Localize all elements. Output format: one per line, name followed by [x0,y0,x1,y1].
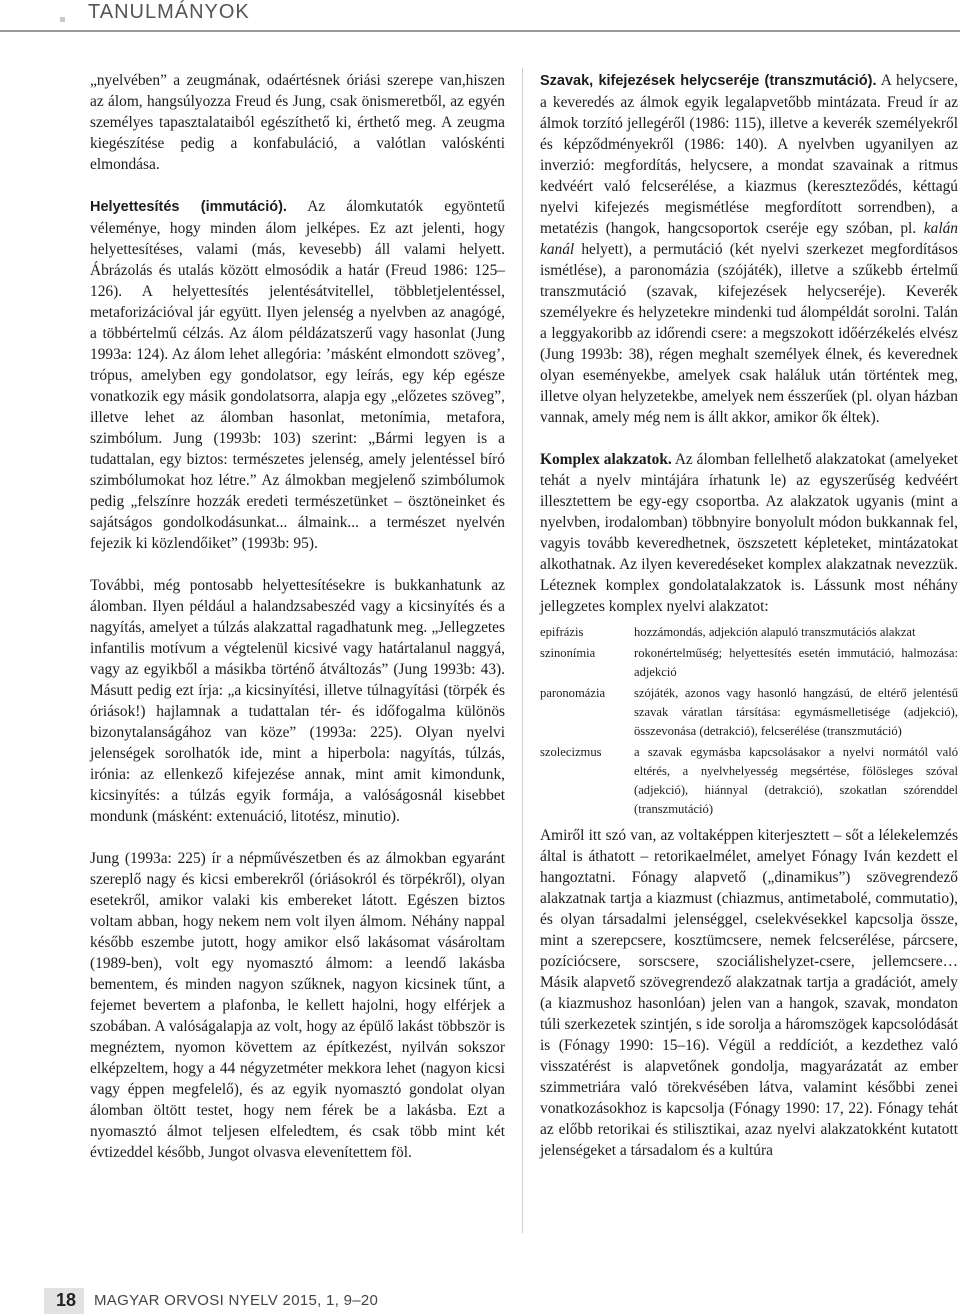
page-header [0,0,960,34]
term-list [540,623,958,819]
paragraph: Komplex alakzatok. Az álomban fellelhető alakzatokat (amelyeket tehát a nyelv mintájára írhatunk le) az egyszerűség kedvéért illesztettem be egy-egy csoportba. Az alakzatok ugyanis (mint a nyelvben, irodalomban) többnyire bonyolult módon bukkannak fel, vagyis tovább keveredhetnek, öszszetett képleteket, mintázatokat alkothatnak. Az ilyen keveredéseket komplex alakzatnak nevezzük. Léteznek komplex gondolatalakzatok is. Lássunk most néhány jellegzetes komplex nyelvi alakzatot: [540,451,958,615]
paragraph: „nyelvében” a zeugmának, odaértésnek óriási szerepe van,hiszen az álom, hangsúlyozza Freud és Jung, csak önismeretből, az egyén személyes tapasztalataiból egészíthető ki, érthető meg. A zeugma kiegészítése pedig a konfabuláció, a valótlan valóskénti elmondása. [90,72,505,173]
page-number: 18 [56,1290,77,1310]
column-divider [522,68,523,1233]
right-column [540,70,958,1161]
term-name: szolecizmus [540,745,602,759]
term-name: epifrázis [540,625,584,639]
term-row [540,623,958,642]
paragraph: Amiről itt szó van, az voltaképpen kiterjesztett – sőt a lélekelemzés által is áthatott – retorikaelmélet, amelyet Fónagy Iván kezdett el hangoztatni. Fónagy alapvető („dinamikus”) szövegrendező alakzatnak tartja a kiazmust (chiazmus, antimetabolé, commutatio), és olyan társadalmi jelenséggel, cselekvésekkel kapcsolja össze, mint a szerepcsere, kosztümcsere, nemek felcserélése, párcsere, pozíciócsere, sorscsere, szociálishelyzet-csere, jellemcsere… Másik alapvető szövegrendező alakzatnak tartja a gradációt, amely (a kiazmushoz hasonlóan) jelen van a hangok, szavak, mondaton túli szerkezetek szintjén, s ide sorolja a háromszögek kapcsolódását is (Fónagy 1990: 15–16). Végül a reddíciót, a kezdethez való visszatérést is alapvetőnek gondolja, magyarázatát az ember szimmetriára való törekvésében látva, valamint későbbi zenei vonatkozásokhoz is kapcsolja (Fónagy 1990: 17, 22). Fónagy tehát az előbb retorikai és stilisztikai, azaz nyelvi alakzatokként kutatott jelenségeket a társadalom és a kultúra [540,827,958,1159]
term-row [540,644,958,682]
paragraph: További, még pontosabb helyettesítésekre is bukkanhatunk az álomban. Ilyen például a halandzsabeszéd vagy a kicsinyítés és a nagyítás, amelyet a túlzás alakzattal ragadhatunk meg. „Jellegzetes infantilis motívum a végtelenül kicsivé vagy határtalanul naggyá, vagy az egyikből a másikba történő átváltozás” (Jung 1993b: 43). Másutt pedig ezt írja: „a kicsinyítési, illetve túlnagyítási (törpék és óriások!) hajlamnak a tudattalan tér- és időfogalma különös bizonytalanságához van köze” (1993a: 225). Olyan nyelvi jelenségek sorolhatók ide, mint a hiperbola: nagyítás, túlzás, irónia: az ellenkező kifejezése annak, mint amit kimondunk, kicsinyítés: a túlzás egyik formája, a valóságosnál kisebbet mondunk (másként: extenuáció, litotész, minutio). [90,577,505,825]
subheading: Szavak, kifejezések helycseréje (transzmutáció). [540,73,877,89]
term-row [540,743,958,819]
section-title: TANULMÁNYOK [88,1,250,23]
subheading: Helyettesítés (immutáció). [90,199,287,215]
journal-citation: MAGYAR ORVOSI NYELV 2015, 1, 9–20 [94,1292,379,1309]
term-row [540,684,958,741]
paragraph: Helyettesítés (immutáció). Az álomkutatók egyöntetű véleménye, hogy minden álom jelképes. Ez azt jelenti, hogy helyettesítéses, valami (más, kevesebb) áll valami helyett. Ábrázolás és utalás között elmosódik a határ (Freud 1986: 125–126). A helyettesítés jelentésátvitellel, többletjelentéssel, metaforizációval jár együtt. Ilyen jelenség a nyelvben az anagógé, a többértelmű célzás. Az álom példázatszerű vagy hasonlat (Jung 1993a: 124). Az álom lehet allegória: ʼmásként elmondott szövegʼ, trópus, amelyben egy gondolatsor, egy leírás, egy kép egésze vonatkozik egy másik gondolatsorra, alapja egy „előzetes szöveg”, illetve lehet az álomban hasonlat, metonímia, metafora, szimbólum. Jung (1993b: 103) szerint: „Bármi legyen is a tudattalan, egy biztos: természetes jelenség, amely jelentéssel bíró szimbólumokat hoz létre.” Az álmokban megjelenő szimbólumok pedig „felszínre hozzák eredeti természetünket – ösztöneinket és sajátságos gondolkodásunkat... álmaink... a természet nyelvén fejezik ki közlendőiket” (1993b: 95). [90,198,505,552]
left-column [90,70,505,1163]
term-name: szinonímia [540,646,596,660]
header-rule [0,30,960,32]
header-marker [60,17,65,22]
term-name: paronomázia [540,686,606,700]
term-definition: hozzámondás, adjekción alapuló transzmutációs alakzat [634,625,916,639]
paragraph: Szavak, kifejezések helycseréje (transzmutáció). A helycsere, a keveredés az álmok egyik legalapvetőbb mintázata. Freud ír az álmok torzító jellegéről (1986: 115), illetve a keverék személyekről és képződményekről (1986: 140). A nyelvben ugyanilyen az inverzió: megfordítás, helycsere, a mondat szavainak a ritmus kedvéért való felcserélése, a kiazmus (kereszteződés, kéttagú nyelvi kifejezés megismétlése megfordított sorrendben), a metatézis (hangok, hangcsoportok cseréje egy szóban, pl. kalán kanál helyett), a permutáció (két nyelvi szerkezet megfordításos ismétlése), a paronomázia (szójáték), illetve a szűkebb értelmű transzmutáció (szavak, kifejezések helycseréje). Keverék személyekre és helyzetekre mindenki tud álompéldát sorolni. Talán a leggyakoribb az időrendi csere: a megszokott időérzékelés elvész (Jung 1993b: 38), régen meghalt személyek élnek, és keverednek olyan eseményekbe, amelyek csak haláluk után történtek meg, illetve olyan helyzetekbe, amelyek nem ésszerűek (pl. olyan házban vannak, amely még nem is állt akkor, amikor ők éltek). [540,72,958,426]
page-footer [0,1280,960,1314]
term-definition: a szavak egymásba kapcsolásakor a nyelvi normától való eltérés, a nyelvhelyesség megsértése, fölösleges szóval (adjekció), hiánnyal (detrakció), szokatlan szórenddel (transzmutáció) [634,745,958,816]
subheading: Komplex alakzatok. [540,451,672,468]
term-definition: rokonértelműség; helyettesítés esetén immutáció, halmozása: adjekció [634,646,958,679]
paragraph: Jung (1993a: 225) ír a népművészetben és az álmokban egyaránt szereplő nagy és kicsi emberekről (óriásokról és törpékről), olyan esetekről, amikor valaki kis embereket látott. Egészen biztos voltam abban, hogy nekem nem volt ilyen álmom. Néhány nappal később eszembe jutott, hogy amikor első lakásomat vásároltam (1989-ben), volt egy nyomasztó álmom: a leendő lakásba bementem, és minden nagyon szűknek, nagyon kicsinek tűnt, a fejemet bevertem a plafonba, le kellett hajolni, hogy elférjek a szobában. A valóságalapja az volt, hogy az épülő lakást többször is megnéztem, nyomon követtem az építkezést, nyilván sokszor elképzeltem, hogy a 44 négyzetméter mekkora lehet (nagyon kicsi vagy éppen megfelelő), és az egyik nyomasztó gondolat olyan álomban öltött testet, hogy nem férek be a lakásba. Ezt a nyomasztó álmot teljesen elfeledtem, és csak több mint két évtizeddel később, Jungot olvasva elevenítettem föl. [90,850,505,1161]
term-definition: szójáték, azonos vagy hasonló hangzású, de eltérő jelentésű szavak váratlan társítása: egymásmelletisége (adjekció), összevonása (detrakció), felcserélése (transzmutáció) [634,686,958,738]
